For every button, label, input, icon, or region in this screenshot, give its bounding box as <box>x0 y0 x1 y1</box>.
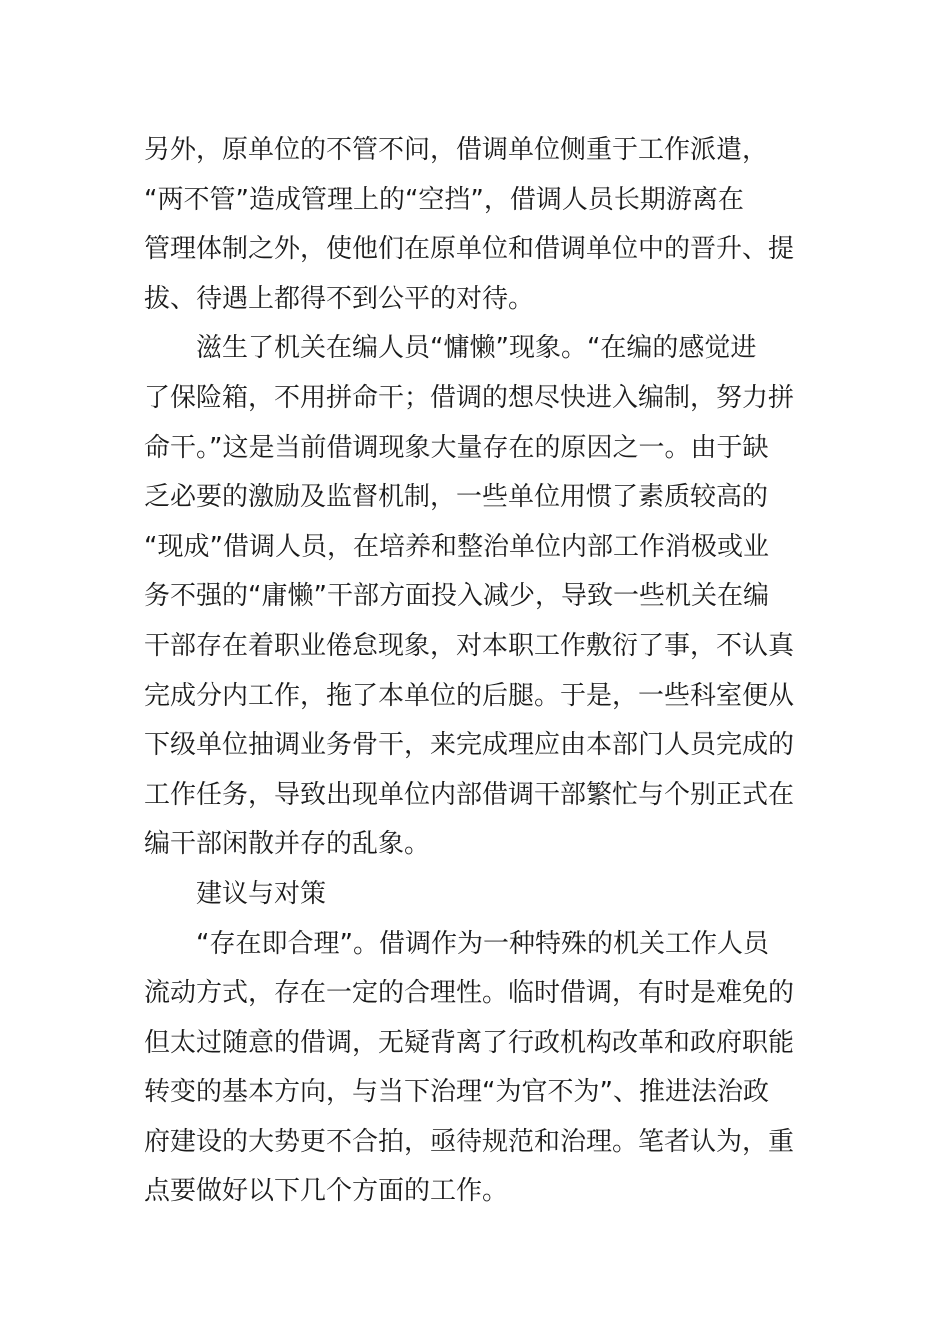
text-line: 干部存在着职业倦怠现象，对本职工作敷衍了事，不认真 <box>144 630 795 661</box>
text-line: 务不强的“庸懒”干部方面投入减少，导致一些机关在编 <box>144 581 769 612</box>
text-line: 下级单位抽调业务骨干，来完成理应由本部门人员完成的 <box>144 730 795 761</box>
text-line: 乏必要的激励及监督机制，一些单位用惯了素质较高的 <box>144 482 769 513</box>
text-line: 滋生了机关在编人员“慵懒”现象。“在编的感觉进 <box>144 333 757 364</box>
document-body <box>144 126 808 1217</box>
paragraph-2 <box>144 324 808 870</box>
text-line: 府建设的大势更不合拍，亟待规范和治理。笔者认为，重 <box>144 1126 795 1157</box>
paragraph-1 <box>144 126 808 324</box>
text-line: 流动方式，存在一定的合理性。临时借调，有时是难免的 <box>144 978 795 1009</box>
text-line: 另外，原单位的不管不问，借调单位侧重于工作派遣， <box>144 135 769 165</box>
text-line: “两不管”造成管理上的“空挡”，借调人员长期游离在 <box>144 184 744 215</box>
text-line: 点要做好以下几个方面的工作。 <box>144 1176 509 1207</box>
section-heading-text: 建议与对策 <box>144 878 327 909</box>
section-heading-suggestions <box>144 870 808 920</box>
text-line: 完成分内工作，拖了本单位的后腿。于是，一些科室便从 <box>144 680 795 711</box>
text-line: 拔、待遇上都得不到公平的对待。 <box>144 283 535 314</box>
text-line: 编干部闲散并存的乱象。 <box>144 829 431 860</box>
text-line: “存在即合理”。借调作为一种特殊的机关工作人员 <box>144 928 769 959</box>
text-line: 命干。”这是当前借调现象大量存在的原因之一。由于缺 <box>144 432 769 463</box>
text-line: 工作任务，导致出现单位内部借调干部繁忙与个别正式在 <box>144 779 795 810</box>
paragraph-4 <box>144 920 808 1218</box>
text-line: 管理体制之外，使他们在原单位和借调单位中的晋升、提 <box>144 234 795 265</box>
text-line: 了保险箱，不用拼命干；借调的想尽快进入编制，努力拼 <box>144 382 795 413</box>
text-line: 但太过随意的借调，无疑背离了行政机构改革和政府职能 <box>144 1027 795 1058</box>
text-line: 转变的基本方向，与当下治理“为官不为”、推进法治政 <box>144 1077 769 1108</box>
text-line: “现成”借调人员，在培养和整治单位内部工作消极或业 <box>144 531 769 562</box>
